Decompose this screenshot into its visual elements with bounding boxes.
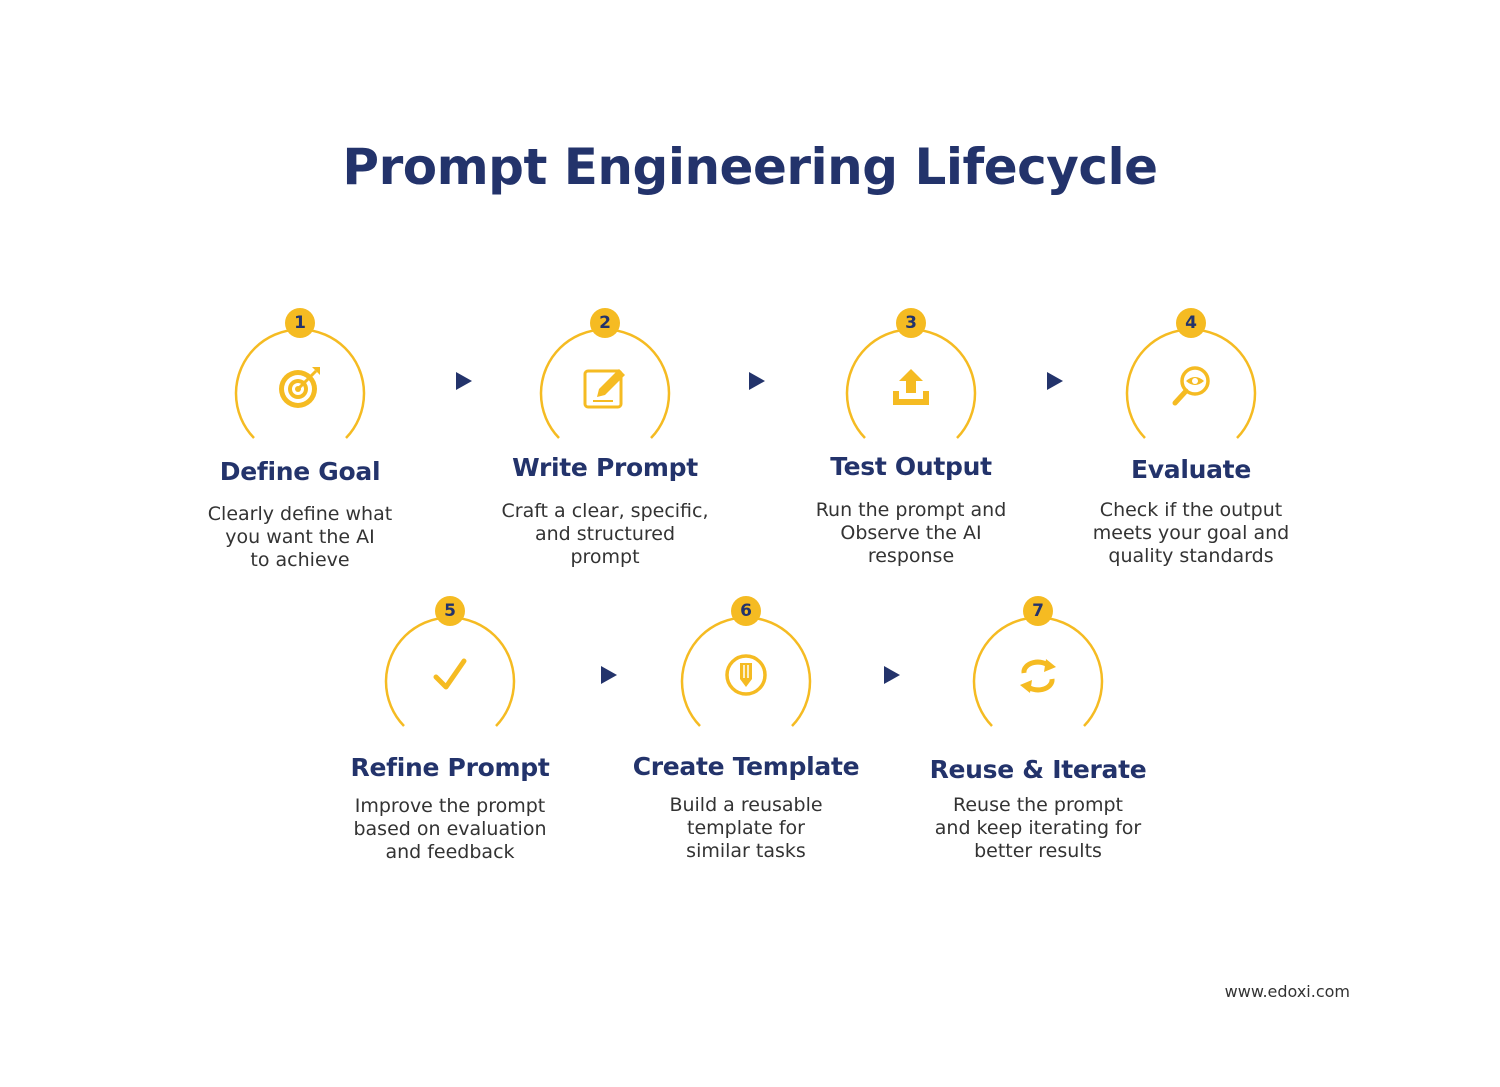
desc-line: Observe the AI [840,522,982,544]
magnifier-eye-icon [1167,363,1215,411]
desc-line: meets your goal and [1092,522,1290,544]
desc-line: similar tasks [686,840,806,862]
step-number-badge: 4 [1176,308,1206,338]
desc-line: Clearly define what [207,503,393,525]
target-icon [276,363,324,411]
desc-line: template for [687,817,805,839]
desc-line: to achieve [250,549,350,571]
step-description [1051,499,1331,568]
desc-line: Run the prompt and [815,499,1007,521]
flow-arrow [749,372,765,390]
step-number-badge: 2 [590,308,620,338]
step-title: Refine Prompt [350,753,550,782]
step-title: Create Template [632,752,860,781]
desc-line: and feedback [385,841,515,863]
desc-line: Improve the prompt [354,795,546,817]
page-title: Prompt Engineering Lifecycle [342,138,1158,196]
flow-arrow [884,666,900,684]
step-description [898,794,1178,863]
step-number-badge: 7 [1023,596,1053,626]
step-title: Reuse & Iterate [929,755,1147,784]
step-description [160,503,440,572]
desc-line: prompt [570,546,640,568]
desc-line: and keep iterating for [934,817,1142,839]
step-title: Write Prompt [512,453,698,482]
upload-icon [887,363,935,411]
step-title: Test Output [830,452,992,481]
step-description [465,500,745,569]
desc-line: quality standards [1108,545,1274,567]
desc-line: Check if the output [1099,499,1283,521]
step-description [310,795,590,864]
desc-line: Build a reusable [669,794,823,816]
desc-line: Craft a clear, specific, [501,500,709,522]
flow-arrow [601,666,617,684]
step-title: Evaluate [1131,455,1251,484]
desc-line: based on evaluation [353,818,547,840]
desc-line: Reuse the prompt [952,794,1124,816]
step-description [606,794,886,863]
desc-line: and structured [534,523,676,545]
step-title: Define Goal [219,457,381,486]
flow-arrow [456,372,472,390]
template-pen-icon [722,651,770,699]
desc-line: you want the AI [225,526,375,548]
flow-arrow [1047,372,1063,390]
footer-url: www.edoxi.com [1224,982,1350,1001]
desc-line: response [867,545,955,567]
step-number-badge: 1 [285,308,315,338]
pencil-square-icon [581,363,629,411]
step-number-badge: 5 [435,596,465,626]
step-description [771,499,1051,568]
step-number-badge: 6 [731,596,761,626]
checkmark-icon [426,651,474,699]
cycle-arrows-icon [1014,651,1062,699]
desc-line: better results [974,840,1102,862]
step-number-badge: 3 [896,308,926,338]
